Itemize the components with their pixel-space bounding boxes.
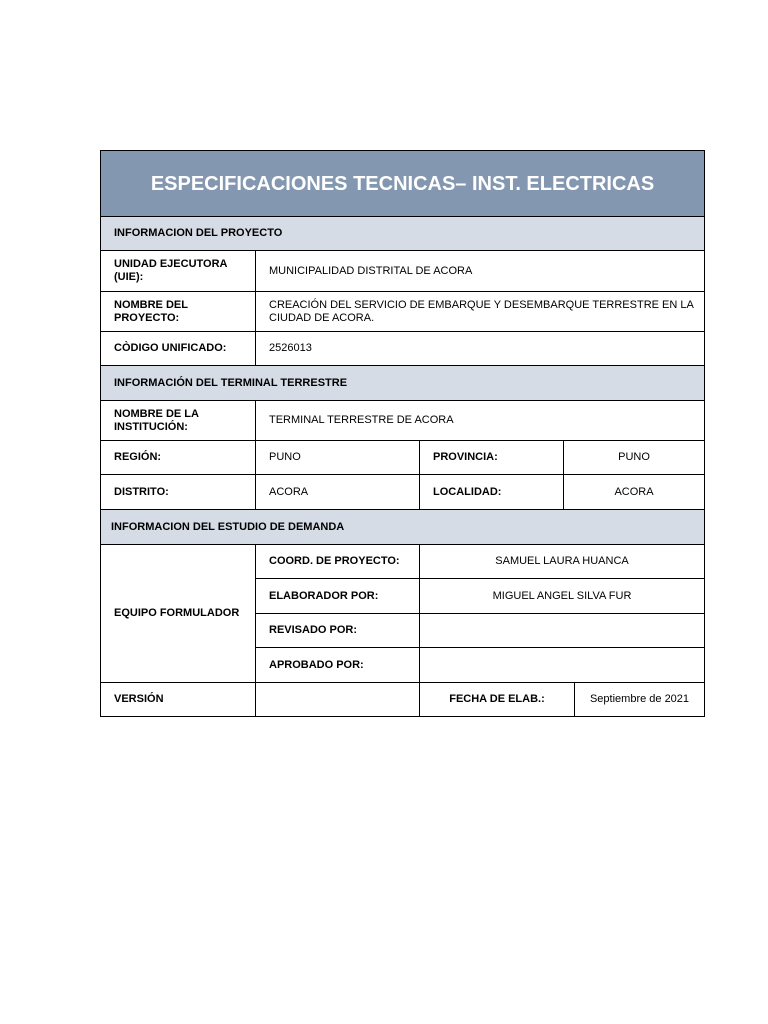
nombre-proyecto-label: NOMBRE DEL PROYECTO: (101, 292, 256, 332)
institucion-label: NOMBRE DE LA INSTITUCIÓN: (101, 401, 256, 441)
distrito-label: DISTRITO: (101, 475, 256, 510)
section-project-info: INFORMACION DEL PROYECTO (101, 217, 705, 251)
localidad-label: LOCALIDAD: (420, 475, 564, 510)
aprobado-label: APROBADO POR: (256, 648, 420, 683)
section-terminal-info: INFORMACIÓN DEL TERMINAL TERRESTRE (101, 366, 705, 401)
fecha-elab-value: Septiembre de 2021 (575, 683, 705, 717)
provincia-value: PUNO (564, 441, 705, 475)
elaborador-label: ELABORADOR POR: (256, 579, 420, 614)
unidad-ejecutora-label: UNIDAD EJECUTORA (UIE): (101, 251, 256, 292)
fecha-elab-label: FECHA DE ELAB.: (420, 683, 575, 717)
elaborador-value: MIGUEL ANGEL SILVA FUR (420, 579, 705, 614)
version-label: VERSIÓN (101, 683, 256, 717)
section-demand-info: INFORMACION DEL ESTUDIO DE DEMANDA (101, 510, 705, 545)
nombre-proyecto-value: CREACIÓN DEL SERVICIO DE EMBARQUE Y DESEMBARQUE TERRESTRE EN LA CIUDAD DE ACORA. (256, 292, 705, 332)
region-value: PUNO (256, 441, 420, 475)
document-title: ESPECIFICACIONES TECNICAS– INST. ELECTRICAS (101, 151, 705, 217)
spec-sheet-table (100, 150, 705, 717)
unidad-ejecutora-value: MUNICIPALIDAD DISTRITAL DE ACORA (256, 251, 705, 292)
aprobado-value (420, 648, 705, 683)
provincia-label: PROVINCIA: (420, 441, 564, 475)
institucion-value: TERMINAL TERRESTRE DE ACORA (256, 401, 705, 441)
codigo-unificado-value: 2526013 (256, 332, 705, 366)
region-label: REGIÓN: (101, 441, 256, 475)
revisado-label: REVISADO POR: (256, 614, 420, 648)
codigo-unificado-label: CÒDIGO UNIFICADO: (101, 332, 256, 366)
coord-proyecto-label: COORD. DE PROYECTO: (256, 545, 420, 579)
coord-proyecto-value: SAMUEL LAURA HUANCA (420, 545, 705, 579)
equipo-formulador-label: EQUIPO FORMULADOR (101, 545, 256, 683)
distrito-value: ACORA (256, 475, 420, 510)
revisado-value (420, 614, 705, 648)
version-value (256, 683, 420, 717)
localidad-value: ACORA (564, 475, 705, 510)
